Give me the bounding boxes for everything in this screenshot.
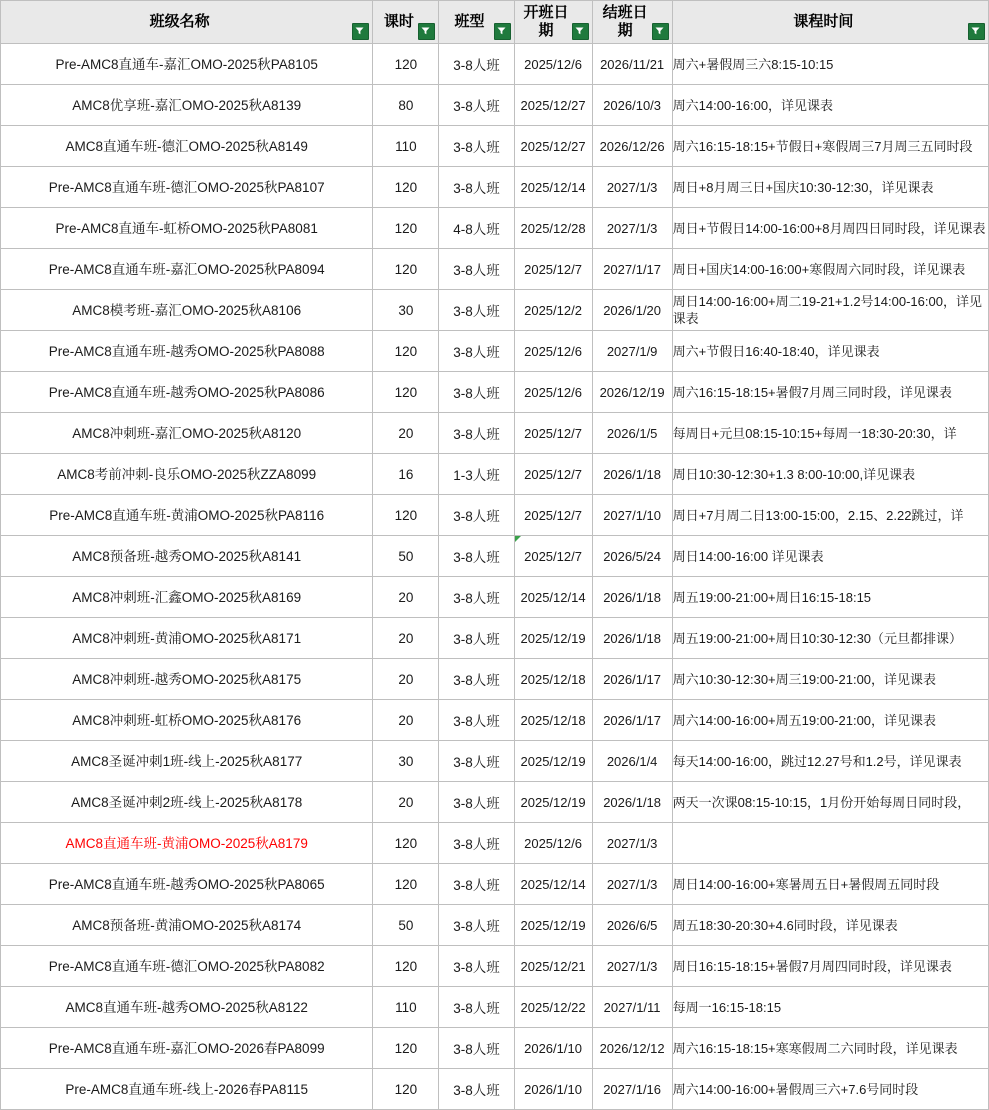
- cell-end-date: 2026/12/19: [592, 372, 672, 413]
- cell-hours: 50: [373, 905, 439, 946]
- cell-end-date: 2027/1/3: [592, 823, 672, 864]
- column-header-hours: [373, 1, 439, 44]
- cell-course-time: 周六16:15-18:15+暑假7月周三同时段，详见课表: [672, 372, 988, 413]
- cell-end-date: 2026/12/26: [592, 126, 672, 167]
- cell-hours: 20: [373, 618, 439, 659]
- cell-hours: 20: [373, 413, 439, 454]
- cell-hours: 80: [373, 85, 439, 126]
- cell-course-time: 周日14:00-16:00 详见课表: [672, 536, 988, 577]
- cell-hours: 120: [373, 1028, 439, 1069]
- cell-hours: 120: [373, 864, 439, 905]
- cell-class-name: Pre-AMC8直通车-虹桥OMO-2025秋PA8081: [1, 208, 373, 249]
- cell-hours: 20: [373, 782, 439, 823]
- cell-course-time: 周日+节假日14:00-16:00+8月周四日同时段，详见课表: [672, 208, 988, 249]
- cell-start-date: 2025/12/28: [514, 208, 592, 249]
- table-row: [1, 454, 989, 495]
- cell-class-name: AMC8圣诞冲刺1班-线上-2025秋A8177: [1, 741, 373, 782]
- cell-course-time: 周六10:30-12:30+周三19:00-21:00，详见课表: [672, 659, 988, 700]
- cell-end-date: 2027/1/3: [592, 946, 672, 987]
- cell-class-name: AMC8直通车班-越秀OMO-2025秋A8122: [1, 987, 373, 1028]
- column-header-end-date: [592, 1, 672, 44]
- cell-start-date: 2025/12/2: [514, 290, 592, 331]
- cell-class-name: AMC8冲刺班-汇鑫OMO-2025秋A8169: [1, 577, 373, 618]
- cell-hours: 16: [373, 454, 439, 495]
- cell-start-date: 2025/12/19: [514, 782, 592, 823]
- cell-class-name: Pre-AMC8直通车班-越秀OMO-2025秋PA8088: [1, 331, 373, 372]
- cell-start-date: 2025/12/7: [514, 495, 592, 536]
- cell-course-time: 周日+8月周三日+国庆10:30-12:30，详见课表: [672, 167, 988, 208]
- cell-class-name: Pre-AMC8直通车-嘉汇OMO-2025秋PA8105: [1, 44, 373, 85]
- cell-class-name: AMC8冲刺班-虹桥OMO-2025秋A8176: [1, 700, 373, 741]
- cell-class-name: Pre-AMC8直通车班-嘉汇OMO-2025秋PA8094: [1, 249, 373, 290]
- column-header-type: [439, 1, 514, 44]
- cell-end-date: 2026/12/12: [592, 1028, 672, 1069]
- cell-start-date: 2025/12/18: [514, 659, 592, 700]
- cell-course-time: 周六+节假日16:40-18:40，详见课表: [672, 331, 988, 372]
- cell-hours: 120: [373, 1069, 439, 1110]
- cell-end-date: 2027/1/3: [592, 864, 672, 905]
- cell-class-name: AMC8预备班-越秀OMO-2025秋A8141: [1, 536, 373, 577]
- cell-class-name: Pre-AMC8直通车班-嘉汇OMO-2026春PA8099: [1, 1028, 373, 1069]
- cell-hours: 20: [373, 700, 439, 741]
- cell-class-type: 3-8人班: [439, 823, 514, 864]
- cell-course-time: 两天一次课08:15-10:15，1月份开始每周日同时段，: [672, 782, 988, 823]
- cell-class-type: 3-8人班: [439, 577, 514, 618]
- table-row: [1, 85, 989, 126]
- table-row: [1, 905, 989, 946]
- column-header-course-time-label: 课程时间: [793, 13, 854, 30]
- cell-start-date: 2025/12/7: [514, 413, 592, 454]
- cell-start-date: 2025/12/18: [514, 700, 592, 741]
- table-row: [1, 290, 989, 331]
- cell-class-name: Pre-AMC8直通车班-黄浦OMO-2025秋PA8116: [1, 495, 373, 536]
- cell-course-time: 每周一16:15-18:15: [672, 987, 988, 1028]
- cell-class-type: 3-8人班: [439, 290, 514, 331]
- cell-class-type: 3-8人班: [439, 987, 514, 1028]
- table-row: [1, 987, 989, 1028]
- table-row: [1, 331, 989, 372]
- cell-course-time: 周日+7月周二日13:00-15:00，2.15、2.22跳过，详: [672, 495, 988, 536]
- cell-start-date: 2025/12/6: [514, 823, 592, 864]
- cell-start-date: 2025/12/6: [514, 372, 592, 413]
- cell-course-time: [672, 823, 988, 864]
- filter-icon[interactable]: [652, 23, 669, 40]
- cell-end-date: 2026/1/4: [592, 741, 672, 782]
- cell-class-type: 3-8人班: [439, 44, 514, 85]
- table-header: [1, 1, 989, 44]
- cell-start-date: 2026/1/10: [514, 1028, 592, 1069]
- cell-start-date: 2025/12/6: [514, 44, 592, 85]
- cell-course-time: 周六14:00-16:00+暑假周三六+7.6号同时段: [672, 1069, 988, 1110]
- table-row: [1, 208, 989, 249]
- cell-class-name: AMC8直通车班-德汇OMO-2025秋A8149: [1, 126, 373, 167]
- cell-course-time: 周日10:30-12:30+1.3 8:00-10:00,详见课表: [672, 454, 988, 495]
- cell-class-type: 3-8人班: [439, 331, 514, 372]
- table-row: [1, 659, 989, 700]
- cell-class-type: 4-8人班: [439, 208, 514, 249]
- filter-icon[interactable]: [352, 23, 369, 40]
- cell-end-date: 2026/1/18: [592, 577, 672, 618]
- cell-course-time: 周六+暑假周三六8:15-10:15: [672, 44, 988, 85]
- cell-course-time: 周日14:00-16:00+周二19-21+1.2号14:00-16:00，详见课表: [672, 290, 988, 331]
- cell-hours: 20: [373, 577, 439, 618]
- cell-class-type: 3-8人班: [439, 741, 514, 782]
- table-row: [1, 823, 989, 864]
- table-row: [1, 167, 989, 208]
- table-row: [1, 536, 989, 577]
- table-row: [1, 413, 989, 454]
- cell-end-date: 2026/1/20: [592, 290, 672, 331]
- cell-class-name: AMC8冲刺班-嘉汇OMO-2025秋A8120: [1, 413, 373, 454]
- cell-hours: 120: [373, 249, 439, 290]
- cell-course-time: 周六14:00-16:00+周五19:00-21:00，详见课表: [672, 700, 988, 741]
- cell-end-date: 2026/5/24: [592, 536, 672, 577]
- cell-hours: 120: [373, 946, 439, 987]
- cell-class-type: 3-8人班: [439, 946, 514, 987]
- cell-start-date: 2025/12/27: [514, 85, 592, 126]
- table-row: [1, 577, 989, 618]
- cell-end-date: 2027/1/3: [592, 208, 672, 249]
- cell-start-date: 2025/12/19: [514, 618, 592, 659]
- cell-class-type: 3-8人班: [439, 1028, 514, 1069]
- table-body: [1, 44, 989, 1110]
- cell-class-name: Pre-AMC8直通车班-越秀OMO-2025秋PA8065: [1, 864, 373, 905]
- table-row: [1, 618, 989, 659]
- cell-end-date: 2027/1/16: [592, 1069, 672, 1110]
- cell-start-date: 2025/12/6: [514, 331, 592, 372]
- cell-class-type: 3-8人班: [439, 782, 514, 823]
- cell-hours: 20: [373, 659, 439, 700]
- cell-course-time: 周日+国庆14:00-16:00+寒假周六同时段，详见课表: [672, 249, 988, 290]
- cell-class-type: 3-8人班: [439, 372, 514, 413]
- cell-course-time: 周日16:15-18:15+暑假7月周四同时段，详见课表: [672, 946, 988, 987]
- cell-start-date: 2025/12/7: [514, 454, 592, 495]
- cell-class-name: Pre-AMC8直通车班-德汇OMO-2025秋PA8107: [1, 167, 373, 208]
- table-row: [1, 700, 989, 741]
- cell-hours: 120: [373, 331, 439, 372]
- cell-end-date: 2026/10/3: [592, 85, 672, 126]
- column-header-name-label: 班级名称: [149, 13, 210, 30]
- cell-end-date: 2026/1/18: [592, 618, 672, 659]
- cell-hours: 120: [373, 495, 439, 536]
- cell-course-time: 周五19:00-21:00+周日16:15-18:15: [672, 577, 988, 618]
- cell-class-type: 3-8人班: [439, 659, 514, 700]
- filter-icon[interactable]: [494, 23, 511, 40]
- cell-class-type: 3-8人班: [439, 167, 514, 208]
- cell-end-date: 2026/1/17: [592, 700, 672, 741]
- cell-hours: 120: [373, 823, 439, 864]
- cell-class-type: 3-8人班: [439, 413, 514, 454]
- cell-course-time: 周日14:00-16:00+寒暑周五日+暑假周五同时段: [672, 864, 988, 905]
- column-header-start-date-label: 开班日期: [523, 4, 569, 39]
- cell-class-type: 3-8人班: [439, 700, 514, 741]
- cell-class-name: Pre-AMC8直通车班-德汇OMO-2025秋PA8082: [1, 946, 373, 987]
- cell-class-name: AMC8预备班-黄浦OMO-2025秋A8174: [1, 905, 373, 946]
- cell-class-name: AMC8冲刺班-黄浦OMO-2025秋A8171: [1, 618, 373, 659]
- column-header-type-label: 班型: [454, 13, 485, 30]
- cell-class-type: 1-3人班: [439, 454, 514, 495]
- cell-class-name: AMC8圣诞冲刺2班-线上-2025秋A8178: [1, 782, 373, 823]
- cell-start-date: 2025/12/7: [514, 536, 592, 577]
- cell-end-date: 2026/11/21: [592, 44, 672, 85]
- cell-start-date: 2025/12/21: [514, 946, 592, 987]
- cell-class-type: 3-8人班: [439, 249, 514, 290]
- cell-class-type: 3-8人班: [439, 905, 514, 946]
- cell-end-date: 2026/6/5: [592, 905, 672, 946]
- cell-class-type: 3-8人班: [439, 126, 514, 167]
- cell-end-date: 2027/1/11: [592, 987, 672, 1028]
- cell-end-date: 2027/1/3: [592, 167, 672, 208]
- cell-course-time: 每周日+元旦08:15-10:15+每周一18:30-20:30，详: [672, 413, 988, 454]
- cell-start-date: 2025/12/14: [514, 167, 592, 208]
- filter-icon[interactable]: [572, 23, 589, 40]
- cell-class-type: 3-8人班: [439, 536, 514, 577]
- table-row: [1, 946, 989, 987]
- cell-class-name: AMC8优享班-嘉汇OMO-2025秋A8139: [1, 85, 373, 126]
- cell-class-type: 3-8人班: [439, 85, 514, 126]
- cell-class-name: AMC8冲刺班-越秀OMO-2025秋A8175: [1, 659, 373, 700]
- column-header-name: [1, 1, 373, 44]
- cell-start-date: 2025/12/22: [514, 987, 592, 1028]
- table-row: [1, 249, 989, 290]
- cell-hours: 120: [373, 372, 439, 413]
- cell-course-time: 周五18:30-20:30+4.6同时段，详见课表: [672, 905, 988, 946]
- cell-hours: 30: [373, 290, 439, 331]
- column-header-end-date-label: 结班日期: [602, 4, 648, 39]
- cell-class-type: 3-8人班: [439, 1069, 514, 1110]
- cell-course-time: 周六16:15-18:15+寒寒假周二六同时段，详见课表: [672, 1028, 988, 1069]
- cell-hours: 120: [373, 44, 439, 85]
- cell-start-date: 2025/12/19: [514, 741, 592, 782]
- filter-icon[interactable]: [418, 23, 435, 40]
- cell-end-date: 2027/1/17: [592, 249, 672, 290]
- cell-start-date: 2025/12/7: [514, 249, 592, 290]
- cell-class-type: 3-8人班: [439, 864, 514, 905]
- column-header-start-date: [514, 1, 592, 44]
- cell-class-name: Pre-AMC8直通车班-线上-2026春PA8115: [1, 1069, 373, 1110]
- column-header-hours-label: 课时: [383, 13, 414, 30]
- cell-start-date: 2026/1/10: [514, 1069, 592, 1110]
- cell-end-date: 2026/1/17: [592, 659, 672, 700]
- table-row: [1, 495, 989, 536]
- cell-course-time: 周六14:00-16:00，详见课表: [672, 85, 988, 126]
- table-row: [1, 782, 989, 823]
- cell-class-name: AMC8直通车班-黄浦OMO-2025秋A8179: [1, 823, 373, 864]
- cell-course-time: 周六16:15-18:15+节假日+寒假周三7月周三五同时段: [672, 126, 988, 167]
- table-row: [1, 126, 989, 167]
- cell-class-type: 3-8人班: [439, 618, 514, 659]
- table-row: [1, 1028, 989, 1069]
- cell-hours: 50: [373, 536, 439, 577]
- cell-end-date: 2027/1/9: [592, 331, 672, 372]
- table-row: [1, 864, 989, 905]
- cell-end-date: 2027/1/10: [592, 495, 672, 536]
- cell-class-name: AMC8模考班-嘉汇OMO-2025秋A8106: [1, 290, 373, 331]
- cell-start-date: 2025/12/19: [514, 905, 592, 946]
- cell-hours: 30: [373, 741, 439, 782]
- cell-class-type: 3-8人班: [439, 495, 514, 536]
- cell-start-date: 2025/12/27: [514, 126, 592, 167]
- header-row: [1, 1, 989, 44]
- cell-course-time: 周五19:00-21:00+周日10:30-12:30（元旦都排课）: [672, 618, 988, 659]
- cell-class-name: AMC8考前冲刺-良乐OMO-2025秋ZZA8099: [1, 454, 373, 495]
- cell-hours: 120: [373, 208, 439, 249]
- table-row: [1, 1069, 989, 1110]
- cell-start-date: 2025/12/14: [514, 864, 592, 905]
- cell-class-name: Pre-AMC8直通车班-越秀OMO-2025秋PA8086: [1, 372, 373, 413]
- cell-course-time: 每天14:00-16:00，跳过12.27号和1.2号，详见课表: [672, 741, 988, 782]
- table-row: [1, 741, 989, 782]
- cell-end-date: 2026/1/5: [592, 413, 672, 454]
- cell-hours: 120: [373, 167, 439, 208]
- cell-start-date: 2025/12/14: [514, 577, 592, 618]
- column-header-course-time: [672, 1, 988, 44]
- cell-hours: 110: [373, 987, 439, 1028]
- cell-end-date: 2026/1/18: [592, 454, 672, 495]
- cell-end-date: 2026/1/18: [592, 782, 672, 823]
- table-row: [1, 44, 989, 85]
- cell-hours: 110: [373, 126, 439, 167]
- filter-icon[interactable]: [968, 23, 985, 40]
- table-row: [1, 372, 989, 413]
